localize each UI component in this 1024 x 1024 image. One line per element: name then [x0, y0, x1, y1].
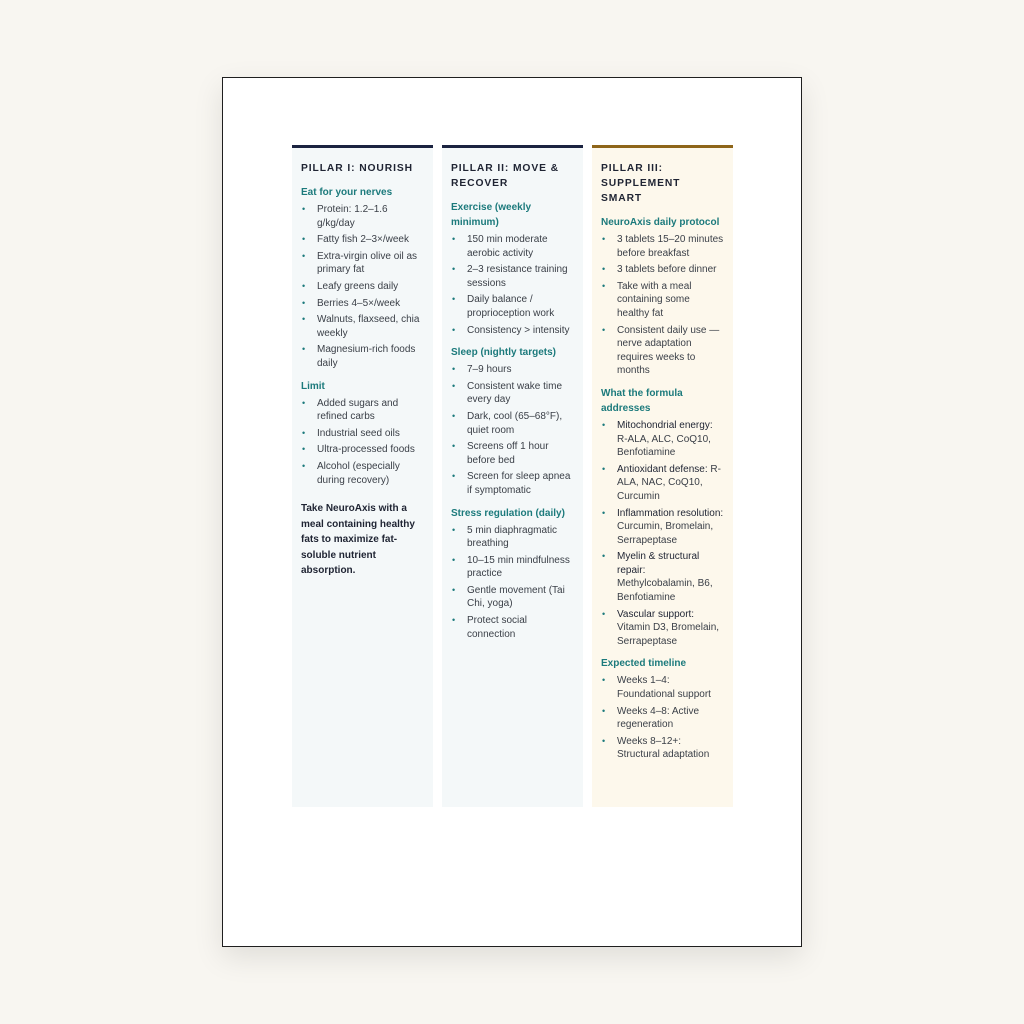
bullet-dot-icon: • — [452, 441, 456, 452]
bullet-dot-icon: • — [452, 264, 456, 275]
list-item: • Protect social connection — [452, 615, 528, 640]
formula-list — [601, 419, 724, 649]
bullet-dot-icon: • — [302, 397, 306, 408]
bullet-dot-icon: • — [602, 234, 606, 244]
list-item: • Consistency > intensity — [452, 324, 570, 336]
protocol-list — [601, 233, 724, 378]
section-heading-formula: What the formula addresses — [601, 387, 683, 414]
list-item: • Daily balance / proprioception work — [452, 294, 555, 319]
bullet-dot-icon: • — [302, 427, 306, 438]
section-heading-eat: Eat for your nerves — [301, 187, 393, 198]
bullet-dot-icon: • — [602, 608, 606, 619]
bullet-dot-icon: • — [302, 460, 306, 471]
list-item: • Weeks 4–8: Active regeneration — [602, 705, 700, 731]
formula-label: Vascular support: — [617, 608, 695, 620]
formula-label: Inflammation resolution: — [617, 507, 724, 519]
bullet-dot-icon: • — [452, 324, 456, 335]
bullet-dot-icon: • — [452, 584, 456, 595]
list-item: • 3 tablets 15–20 minutes before breakfast — [602, 234, 724, 259]
list-item: • 3 tablets before dinner — [602, 264, 717, 276]
bullet-dot-icon: • — [602, 419, 606, 430]
bullet-dot-icon: • — [302, 314, 306, 325]
list-item: • Industrial seed oils — [302, 427, 400, 439]
bullet-dot-icon: • — [452, 615, 456, 626]
section-heading-exercise: Exercise (weekly minimum) — [451, 202, 532, 228]
section-heading-protocol: NeuroAxis daily protocol — [601, 217, 720, 228]
bullet-dot-icon: • — [452, 554, 456, 565]
bullet-dot-icon: • — [302, 204, 306, 214]
section-heading-timeline: Expected timeline — [601, 658, 687, 670]
list-item: • Protein: 1.2–1.6 g/kg/day — [302, 204, 388, 229]
list-item: • Vascular support: Vitamin D3, Bromelain, Serrapeptase — [602, 608, 720, 647]
section-heading-stress: Stress regulation (daily) — [451, 507, 565, 519]
list-item: • Added sugars and refined carbs — [302, 397, 399, 423]
bullet-dot-icon: • — [452, 380, 456, 391]
exercise-list — [451, 233, 574, 337]
bullet-dot-icon: • — [302, 297, 306, 308]
bullet-dot-icon: • — [302, 444, 306, 455]
bullet-dot-icon: • — [602, 551, 606, 562]
formula-label: Mitochondrial energy: — [617, 419, 713, 431]
bullet-dot-icon: • — [602, 264, 606, 275]
bullet-dot-icon: • — [302, 344, 306, 355]
list-item: • 2–3 resistance training sessions — [452, 264, 568, 289]
list-item: • Screens off 1 hour before bed — [452, 441, 549, 466]
pillar-title: PILLAR III: SUPPLEMENT SMART — [601, 163, 681, 204]
eat-list — [301, 203, 424, 371]
list-item: • Leafy greens daily — [302, 280, 399, 292]
list-item: • Extra-virgin olive oil as primary fat — [302, 250, 418, 276]
list-item: • Fatty fish 2–3×/week — [302, 234, 409, 246]
bullet-dot-icon: • — [302, 234, 306, 245]
bullet-dot-icon: • — [302, 250, 306, 261]
list-item: • Screen for sleep apnea if symptomatic — [452, 471, 571, 496]
list-item: • Ultra-processed foods — [302, 444, 415, 456]
bullet-dot-icon: • — [452, 364, 456, 375]
list-item: • 5 min diaphragmatic breathing — [452, 524, 558, 550]
bullet-dot-icon: • — [602, 705, 606, 716]
pillar-supplement-column — [592, 145, 733, 807]
bullet-dot-icon: • — [602, 735, 606, 746]
bullet-dot-icon: • — [452, 524, 456, 535]
list-item: • Dark, cool (65–68°F), quiet room — [452, 410, 563, 436]
formula-label: Myelin & structural repair: — [617, 551, 700, 576]
list-item: • Inflammation resolution: Curcumin, Bromelain, Serrapeptase — [602, 507, 724, 546]
list-item: • Walnuts, flaxseed, chia weekly — [302, 314, 420, 339]
list-item: • Consistent daily use — nerve adaptation requires weeks to months — [602, 324, 720, 377]
document-page — [222, 77, 802, 947]
list-item: • Myelin & structural repair: Methylcobalamin, B6, Benfotiamine — [602, 551, 713, 604]
list-item: • 150 min moderate aerobic activity — [452, 234, 548, 259]
pillar-nourish-column — [292, 145, 433, 807]
list-item: • Alcohol (especially during recovery) — [302, 460, 400, 486]
bullet-dot-icon: • — [602, 324, 606, 335]
usage-note: Take NeuroAxis with a meal containing healthy fats to maximize fat-soluble nutrient absorption. — [301, 503, 415, 577]
bullet-dot-icon: • — [602, 463, 606, 474]
bullet-dot-icon: • — [302, 280, 306, 291]
bullet-dot-icon: • — [602, 675, 606, 686]
bullet-dot-icon: • — [452, 410, 456, 421]
bullet-dot-icon: • — [602, 507, 606, 518]
stress-list — [451, 524, 574, 642]
list-item: • Weeks 8–12+: Structural adaptation — [602, 735, 710, 761]
bullet-dot-icon: • — [452, 294, 456, 305]
list-item: • Mitochondrial energy: R-ALA, ALC, CoQ10, Benfotiamine — [602, 419, 713, 459]
list-item: • Antioxidant defense: R-ALA, NAC, CoQ10, Curcumin — [602, 463, 721, 502]
bullet-dot-icon: • — [452, 471, 456, 482]
bullet-dot-icon: • — [602, 280, 606, 291]
section-heading-sleep: Sleep (nightly targets) — [451, 347, 557, 359]
list-item: • 10–15 min mindfulness practice — [452, 554, 570, 580]
list-item: • Magnesium-rich foods daily — [302, 344, 416, 369]
timeline-list — [601, 674, 724, 762]
list-item: • Take with a meal containing some healthy fat — [602, 280, 692, 319]
list-item: • 7–9 hours — [452, 364, 512, 376]
list-item: • Weeks 1–4: Foundational support — [602, 675, 711, 701]
formula-label: Antioxidant defense: — [617, 463, 708, 475]
section-heading-limit: Limit — [301, 380, 325, 392]
list-item: • Consistent wake time every day — [452, 380, 563, 406]
pillar-title: PILLAR I: NOURISH — [301, 163, 413, 174]
limit-list — [301, 397, 424, 488]
list-item: • Berries 4–5×/week — [302, 297, 401, 309]
sleep-list — [451, 363, 574, 497]
list-item: • Gentle movement (Tai Chi, yoga) — [452, 584, 565, 610]
pillar-title: PILLAR II: MOVE & RECOVER — [451, 163, 559, 189]
pillar-move-recover-column — [442, 145, 583, 807]
bullet-dot-icon: • — [452, 234, 456, 244]
